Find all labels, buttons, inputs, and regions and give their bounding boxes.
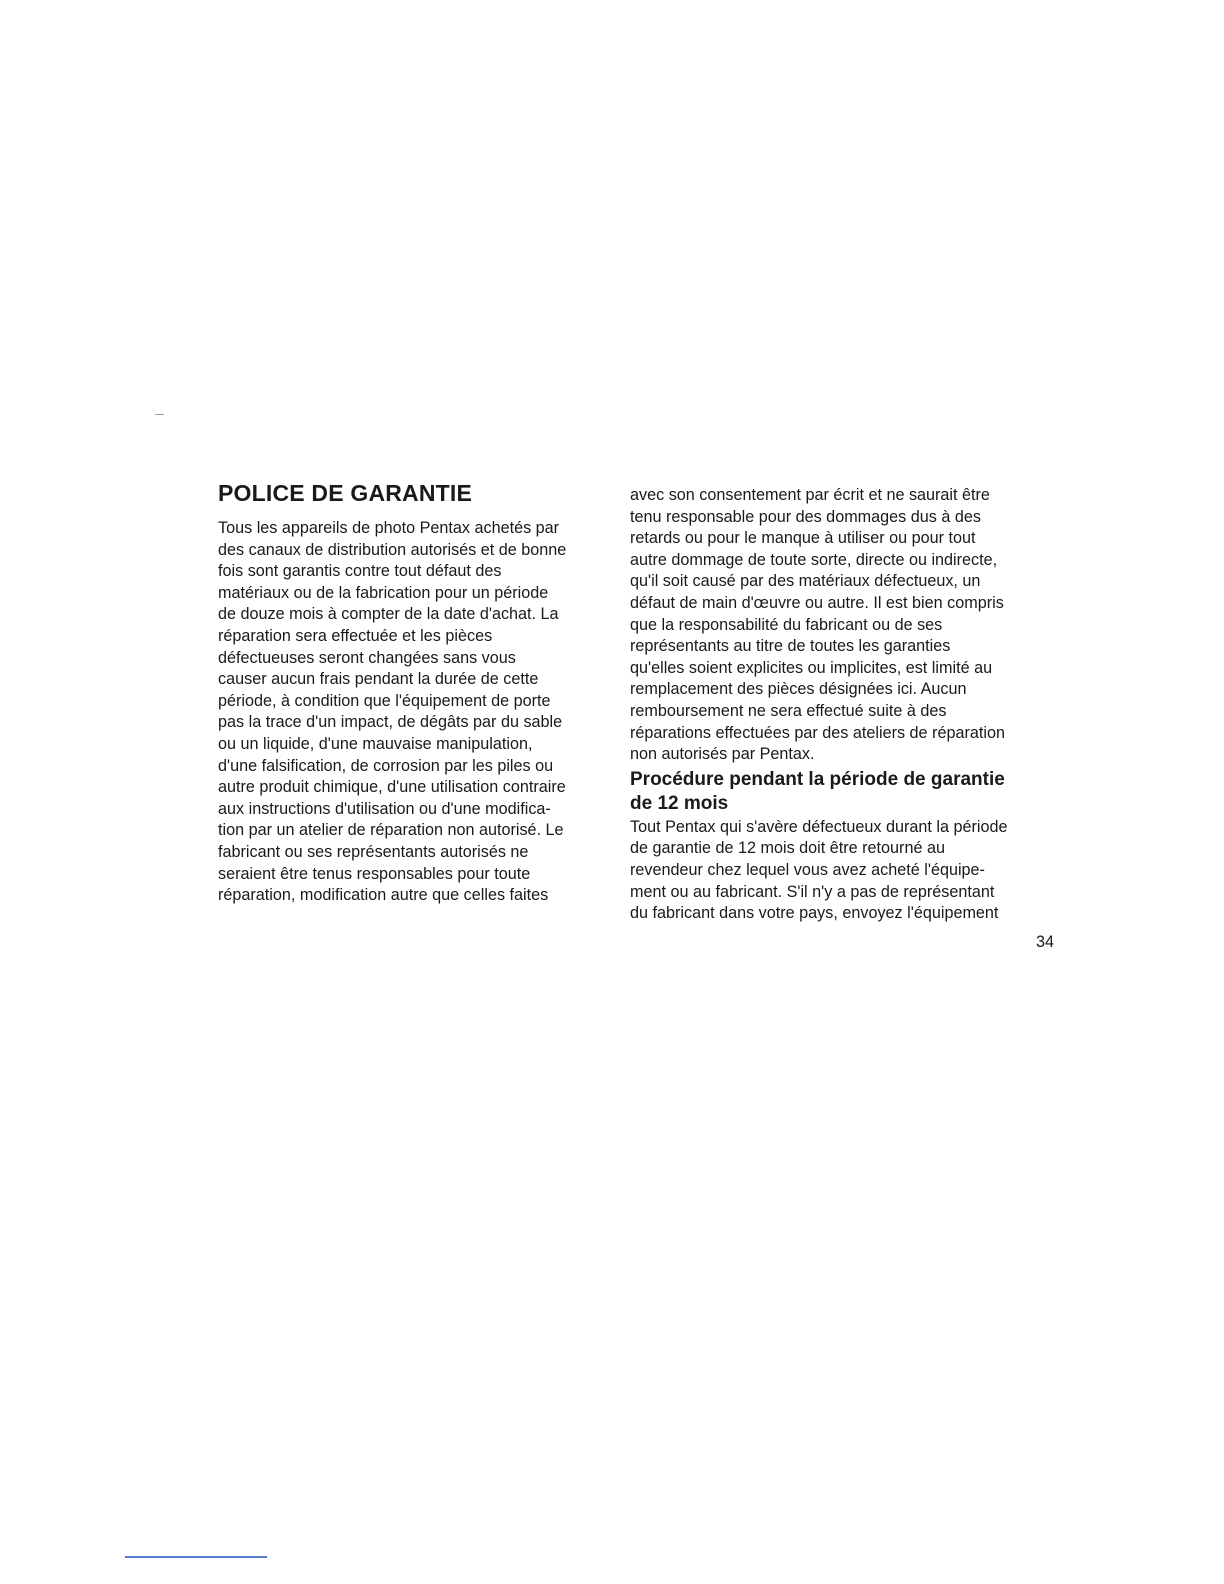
text-line: remplacement des pièces désignées ici. Aucun [630,680,967,699]
text-line: fois sont garantis contre tout défaut des [218,562,502,581]
text-line: de douze mois à compter de la date d'achat. La [218,605,559,624]
text-line: tion par un atelier de réparation non autorisé. Le [218,821,564,840]
text-line: autre produit chimique, d'une utilisation contraire [218,778,566,797]
left-column [218,478,620,907]
text-line: pas la trace d'un impact, de dégâts par du sable [218,713,563,732]
bottom-rule [125,1556,267,1558]
text-line: avec son consentement par écrit et ne saurait être [630,486,990,504]
text-line: revendeur chez lequel vous avez acheté l'équipe- [630,860,985,879]
text-line: matériaux ou de la fabrication pour un période [218,583,549,602]
text-line: réparations effectuées par des ateliers de réparation [630,723,1005,742]
text-line: ou un liquide, d'une mauvaise manipulation, [218,734,533,753]
text-line: fabricant ou ses représentants autorisés ne [218,842,529,861]
text-line: Tous les appareils de photo Pentax achetés par [218,519,560,537]
warranty-paragraph [218,518,620,907]
right-column [630,485,1070,925]
procedure-paragraph [630,817,1070,925]
subheading-line: Procédure pendant la période de garantie [630,768,1005,790]
text-line: période, à condition que l'équipement de porte [218,691,551,710]
text-line: seraient être tenus responsables pour toute [218,864,531,883]
text-line: défectueuses seront changées sans vous [218,648,516,667]
section-subheading [630,768,1070,816]
text-line: défaut de main d'œuvre ou autre. Il est bien compris [630,593,1004,612]
text-line: aux instructions d'utilisation ou d'une modifica- [218,799,551,818]
text-line: que la responsabilité du fabricant ou de ses [630,615,943,634]
text-line: retards ou pour le manque à utiliser ou pour tout [630,529,976,548]
text-line: réparation sera effectuée et les pièces [218,626,493,645]
text-line: réparation, modification autre que celles faites [218,886,549,905]
text-line: tenu responsable pour des dommages dus à des [630,507,981,526]
text-line: d'une falsification, de corrosion par les piles ou [218,756,554,775]
text-line: de garantie de 12 mois doit être retourné au [630,839,945,858]
text-line: qu'elles soient explicites ou implicites, est limité au [630,658,993,677]
text-line: non autorisés par Pentax. [630,745,815,764]
text-line: du fabricant dans votre pays, envoyez l'équipement [630,904,999,923]
page-number: 34 [1036,933,1055,951]
text-line: Tout Pentax qui s'avère défectueux durant la période [630,817,1008,836]
page-title: POLICE DE GARANTIE [218,480,473,506]
text-line: autre dommage de toute sorte, directe ou indirecte, [630,550,998,569]
scan-mark [155,414,164,415]
text-line: représentants au titre de toutes les garanties [630,637,951,656]
text-line: qu'il soit causé par des matériaux défectueux, un [630,572,981,591]
subheading-line: de 12 mois [630,792,729,814]
text-line: causer aucun frais pendant la durée de cette [218,670,539,689]
warranty-paragraph-continued [630,485,1070,766]
text-line: remboursement ne sera effectué suite à des [630,701,947,720]
text-line: ment ou au fabricant. S'il n'y a pas de représentant [630,882,995,901]
text-line: des canaux de distribution autorisés et de bonne [218,540,567,559]
